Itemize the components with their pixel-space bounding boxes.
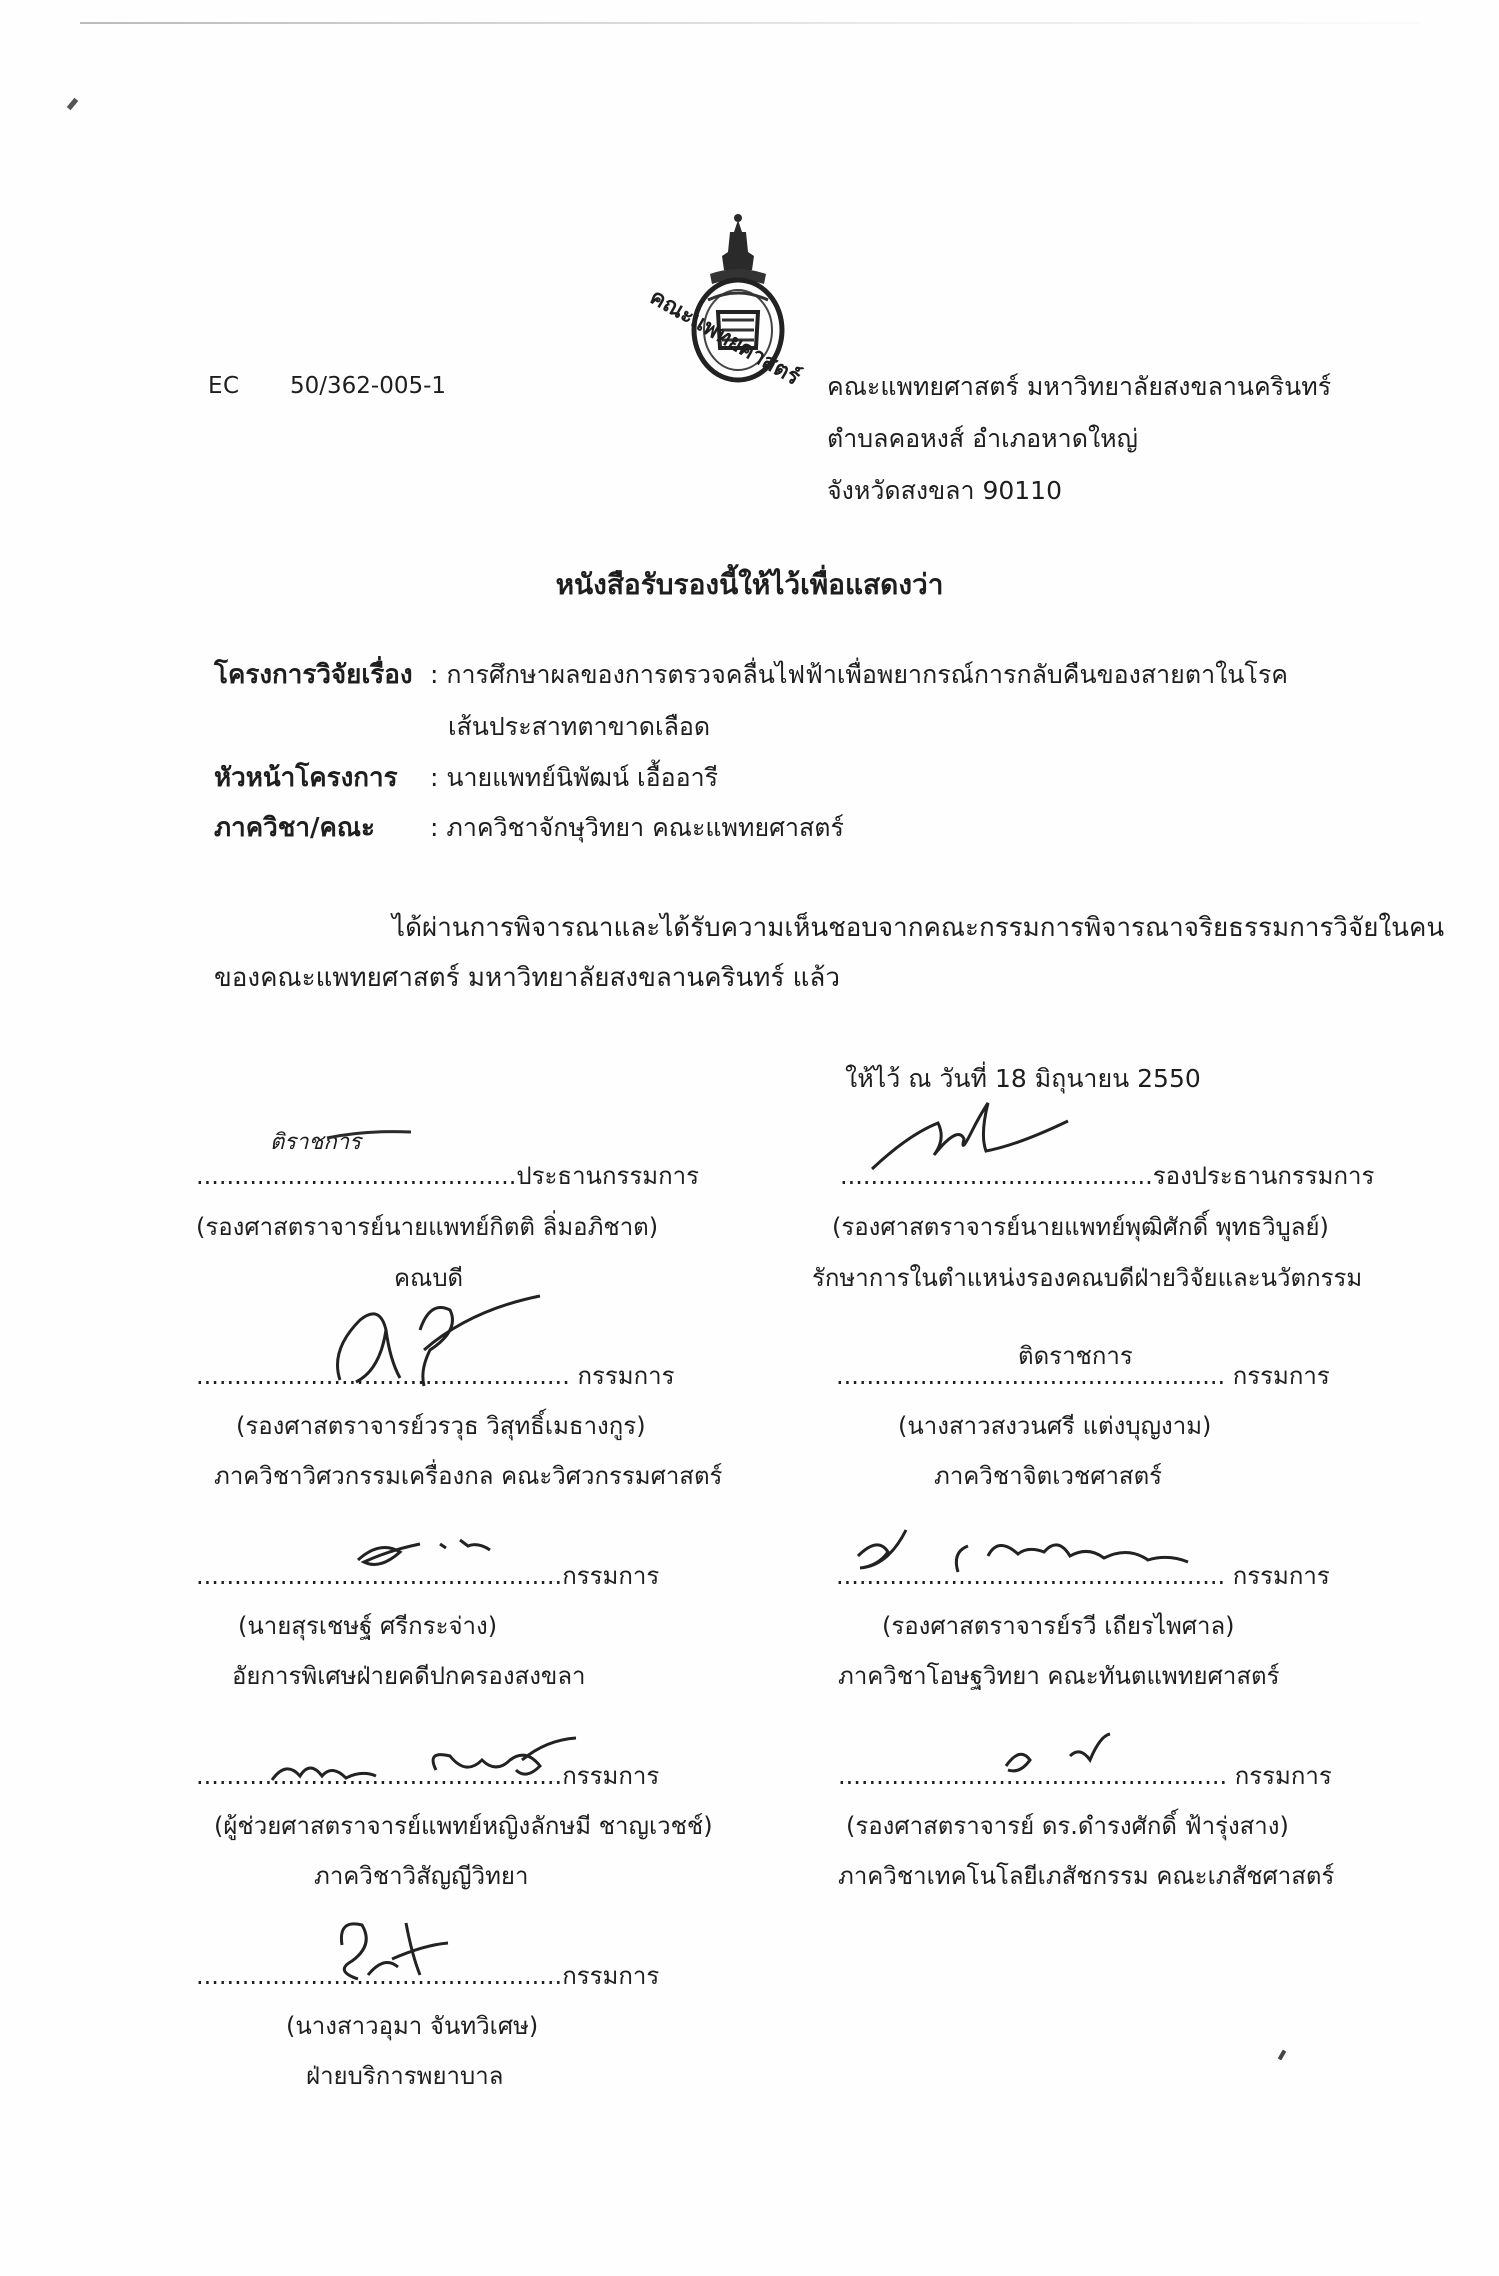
- signatory-position-4: ภาควิชาจิตเวชศาสตร์: [934, 1462, 1163, 1490]
- certificate-title: หนังสือรับรองนี้ให้ไว้เพื่อแสดงว่า: [555, 568, 944, 601]
- ec-number: 50/362-005-1: [290, 373, 447, 399]
- statement-line-2: ของคณะแพทยศาสตร์ มหาวิทยาลัยสงขลานครินทร์ แล้ว: [214, 963, 840, 993]
- sig-line-3: ................................................. กรรมการ: [196, 1362, 675, 1390]
- signatory-name-2: (รองศาสตราจารย์นายแพทย์พุฒิศักดิ์ พุทธวิบูลย์): [832, 1213, 1329, 1241]
- sig-line-8: ................................................... กรรมการ: [838, 1762, 1332, 1790]
- handwritten-note-4: ติดราชการ: [1018, 1342, 1133, 1370]
- signatory-name-9: (นางสาวอุมา จันทวิเศษ): [286, 2012, 539, 2040]
- project-title-value-cont: เส้นประสาทตาขาดเลือด: [448, 712, 711, 741]
- project-leader-label: หัวหน้าโครงการ: [214, 763, 398, 793]
- handwritten-note-1: ติราชการ: [270, 1130, 361, 1155]
- signatory-position-6: ภาควิชาโอษฐวิทยา คณะทันตแพทยศาสตร์: [838, 1662, 1280, 1690]
- signatory-position-2: รักษาการในตำแหน่งรองคณบดีฝ่ายวิจัยและนวัตกรรม: [812, 1264, 1363, 1292]
- signatory-name-3: (รองศาสตราจารย์วรวุธ วิสุทธิ์เมธางกูร): [236, 1412, 646, 1440]
- signatory-name-7: (ผู้ช่วยศาสตราจารย์แพทย์หญิงลักษมี ชาญเวชช์): [214, 1812, 713, 1840]
- signatory-name-5: (นายสุรเชษฐ์ ศรีกระจ่าง): [238, 1612, 498, 1640]
- address-line-2: ตำบลคอหงส์ อำเภอหาดใหญ่: [827, 424, 1138, 453]
- project-title-label: โครงการวิจัยเรื่อง: [214, 660, 413, 690]
- signatory-position-9: ฝ่ายบริการพยาบาล: [306, 2062, 504, 2090]
- sig-line-9: ................................................กรรมการ: [196, 1962, 660, 1990]
- statement-line-1: ได้ผ่านการพิจารณาและได้รับความเห็นชอบจากคณะกรรมการพิจารณาจริยธรรมการวิจัยในคน: [392, 913, 1445, 943]
- scan-edge-line: [80, 22, 1420, 24]
- signatory-name-1: (รองศาสตราจารย์นายแพทย์กิตติ ลิ่มอภิชาต): [196, 1213, 659, 1241]
- project-title-value: : การศึกษาผลของการตรวจคลื่นไฟฟ้าเพื่อพยากรณ์การกลับคืนของสายตาในโรค: [430, 660, 1288, 689]
- signatory-position-1: คณบดี: [394, 1264, 464, 1292]
- signatory-position-5: อัยการพิเศษฝ่ายคดีปกครองสงขลา: [232, 1662, 586, 1690]
- signatory-position-3: ภาควิชาวิศวกรรมเครื่องกล คณะวิศวกรรมศาสตร์: [214, 1462, 723, 1490]
- signatory-position-7: ภาควิชาวิสัญญีวิทยา: [314, 1862, 529, 1890]
- signatory-name-6: (รองศาสตราจารย์รวี เถียรไพศาล): [882, 1612, 1235, 1640]
- department-value: : ภาควิชาจักษุวิทยา คณะแพทยศาสตร์: [430, 813, 844, 842]
- sig-line-5: ................................................กรรมการ: [196, 1562, 660, 1590]
- address-line-1: คณะแพทยศาสตร์ มหาวิทยาลัยสงขลานครินทร์: [827, 372, 1332, 401]
- ec-label: EC: [208, 373, 240, 399]
- signatory-name-4: (นางสาวสงวนศรี แต่งบุญงาม): [898, 1412, 1212, 1440]
- sig-line-4: ................................................... กรรมการ: [836, 1362, 1330, 1390]
- handwritten-stroke-1: [325, 1128, 415, 1144]
- stray-mark: [1278, 2050, 1286, 2061]
- sig-line-1: ..........................................ประธานกรรมการ: [196, 1162, 699, 1190]
- department-label: ภาควิชา/คณะ: [214, 813, 375, 843]
- sig-line-6: ................................................... กรรมการ: [836, 1562, 1330, 1590]
- project-leader-value: : นายแพทย์นิพัฒน์ เอื้ออารี: [430, 763, 719, 792]
- issue-date: ให้ไว้ ณ วันที่ 18 มิถุนายน 2550: [845, 1064, 1201, 1093]
- address-line-3: จังหวัดสงขลา 90110: [827, 476, 1062, 505]
- signatory-name-8: (รองศาสตราจารย์ ดร.ดำรงศักดิ์ ฟ้ารุ่งสาง): [846, 1812, 1289, 1840]
- stray-mark: [67, 98, 79, 110]
- sig-line-2: .........................................รองประธานกรรมการ: [840, 1162, 1375, 1190]
- sig-line-7: ................................................กรรมการ: [196, 1762, 660, 1790]
- seal-text: คณะแพทยศาสตร์: [645, 284, 805, 391]
- signatory-position-8: ภาควิชาเทคโนโลยีเภสัชกรรม คณะเภสัชศาสตร์: [838, 1862, 1335, 1890]
